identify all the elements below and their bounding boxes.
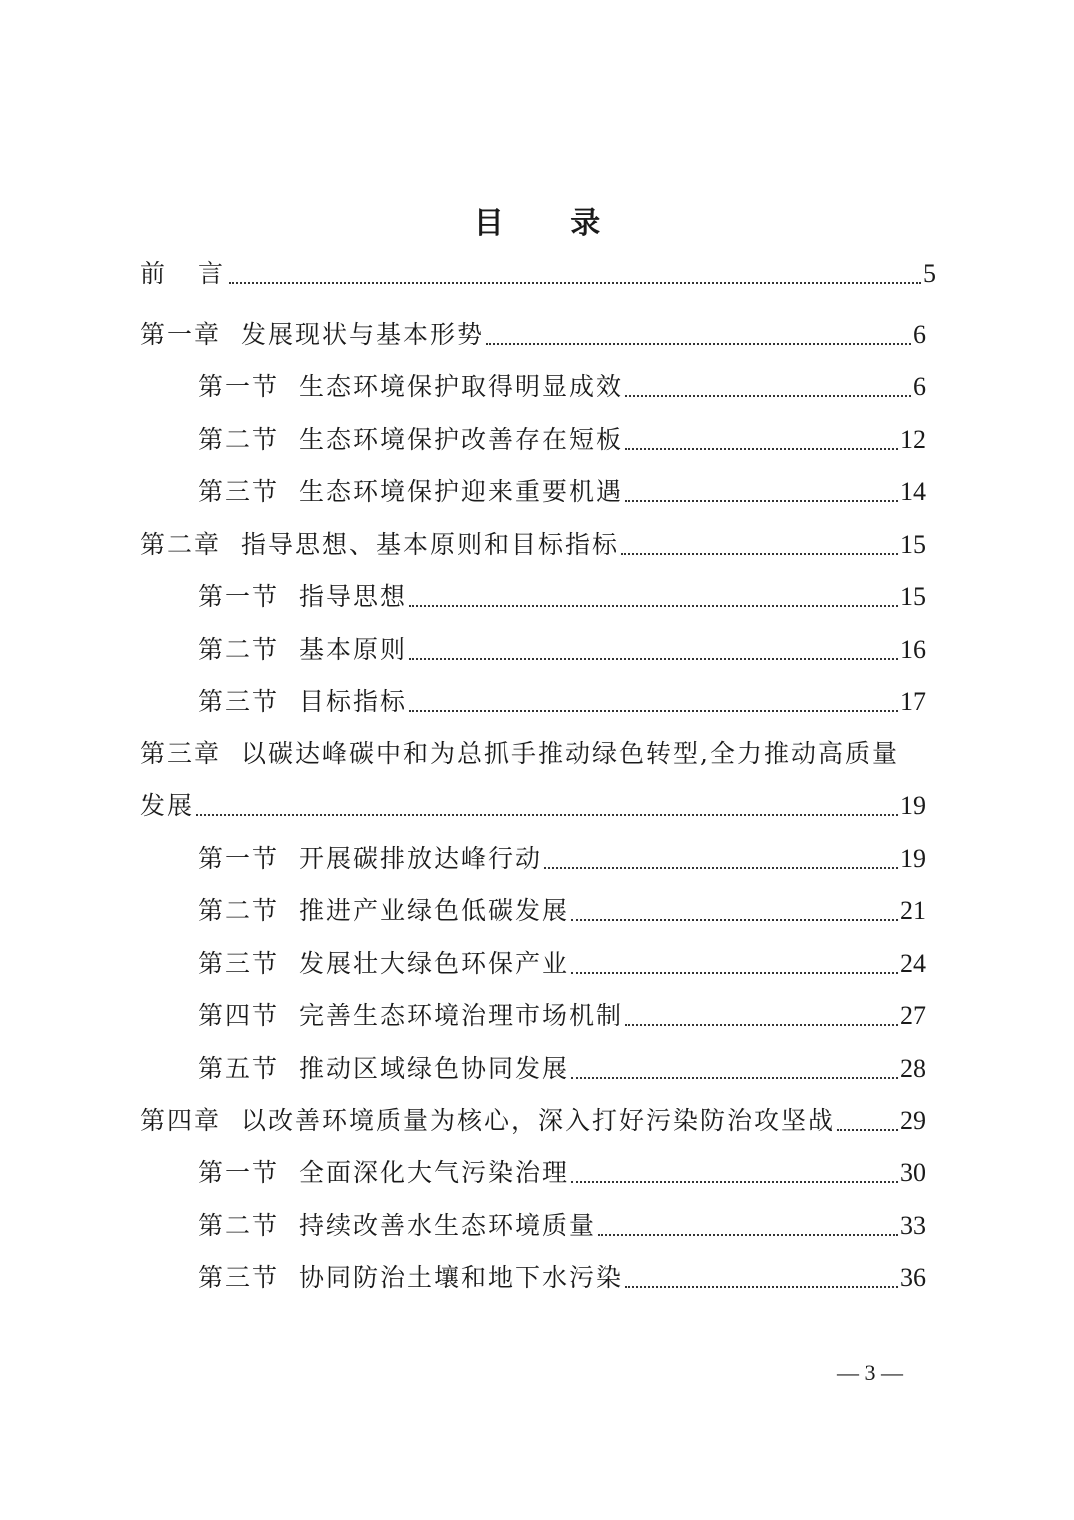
toc-section-number: 第一节 bbox=[198, 844, 280, 873]
toc-entry-chapter-2[interactable] bbox=[140, 525, 926, 565]
toc-page-number: 27 bbox=[900, 1001, 926, 1030]
toc-entry-chapter-1[interactable] bbox=[140, 315, 926, 355]
leader-dots bbox=[409, 577, 898, 617]
toc-section-number: 第二节 bbox=[198, 896, 280, 925]
toc-section-number: 第二节 bbox=[198, 635, 280, 664]
toc-entry-section[interactable] bbox=[198, 944, 926, 984]
leader-dots bbox=[625, 367, 911, 407]
leader-dots bbox=[229, 254, 921, 294]
toc-section-number: 第三节 bbox=[198, 477, 280, 506]
toc-entry-chapter-4[interactable] bbox=[140, 1101, 926, 1141]
leader-dots bbox=[598, 1206, 898, 1246]
toc-entry-section[interactable] bbox=[198, 839, 926, 879]
leader-dots bbox=[625, 1258, 898, 1298]
toc-label: 生态环境保护迎来重要机遇 bbox=[299, 477, 624, 506]
toc-section-number: 第一节 bbox=[198, 1158, 280, 1187]
toc-entry-section[interactable] bbox=[198, 1258, 926, 1298]
toc-label: 生态环境保护改善存在短板 bbox=[299, 425, 624, 454]
toc-entry-section[interactable] bbox=[198, 891, 926, 931]
toc-entry-section[interactable] bbox=[198, 1153, 926, 1193]
toc-page-number: 30 bbox=[900, 1158, 926, 1187]
toc-section-number: 第三节 bbox=[198, 949, 280, 978]
toc-label: 开展碳排放达峰行动 bbox=[299, 844, 543, 873]
toc-page-number: 19 bbox=[900, 791, 926, 820]
toc-chapter-number: 第三章 bbox=[140, 739, 222, 768]
toc-section-number: 第三节 bbox=[198, 1263, 280, 1292]
toc-page-number: 17 bbox=[900, 687, 926, 716]
toc-page-number: 28 bbox=[900, 1054, 926, 1083]
toc-label: 目标指标 bbox=[299, 687, 408, 716]
toc-entry-preface[interactable] bbox=[140, 254, 936, 294]
toc-label: 持续改善水生态环境质量 bbox=[299, 1211, 597, 1240]
toc-entry-chapter-3-line-2[interactable] bbox=[140, 786, 926, 826]
toc-section-number: 第二节 bbox=[198, 1211, 280, 1240]
toc-page-number: 33 bbox=[900, 1211, 926, 1240]
leader-dots bbox=[621, 525, 898, 565]
leader-dots bbox=[571, 891, 898, 931]
toc-entry-section[interactable] bbox=[198, 1206, 926, 1246]
leader-dots bbox=[837, 1101, 898, 1141]
toc-entry-section[interactable] bbox=[198, 577, 926, 617]
toc-label: 完善生态环境治理市场机制 bbox=[299, 1001, 624, 1030]
toc-label: 全面深化大气污染治理 bbox=[299, 1158, 570, 1187]
toc-section-number: 第三节 bbox=[198, 687, 280, 716]
toc-entry-section[interactable] bbox=[198, 630, 926, 670]
leader-dots bbox=[544, 839, 898, 879]
toc-page-number: 29 bbox=[900, 1106, 926, 1135]
leader-dots bbox=[571, 1153, 898, 1193]
leader-dots bbox=[486, 315, 911, 355]
toc-page-number: 12 bbox=[900, 425, 926, 454]
toc-section-number: 第四节 bbox=[198, 1001, 280, 1030]
toc-entry-chapter-3-line-1[interactable] bbox=[140, 734, 936, 774]
leader-dots bbox=[625, 996, 898, 1036]
leader-dots bbox=[571, 1049, 898, 1089]
toc-entry-section[interactable] bbox=[198, 996, 926, 1036]
toc-section-number: 第二节 bbox=[198, 425, 280, 454]
toc-page-number: 19 bbox=[900, 844, 926, 873]
toc-entry-section[interactable] bbox=[198, 1049, 926, 1089]
page-title: 目 录 bbox=[473, 206, 629, 241]
leader-dots bbox=[571, 944, 898, 984]
toc-entry-section[interactable] bbox=[198, 682, 926, 722]
toc-page-number: 36 bbox=[900, 1263, 926, 1292]
toc-label: 前 言 bbox=[140, 259, 228, 288]
leader-dots bbox=[409, 682, 898, 722]
toc-section-number: 第五节 bbox=[198, 1054, 280, 1083]
toc-label: 以改善环境质量为核心，深入打好污染防治攻坚战 bbox=[241, 1106, 836, 1135]
toc-label: 指导思想、基本原则和目标指标 bbox=[241, 530, 620, 559]
toc-section-number: 第一节 bbox=[198, 582, 280, 611]
toc-label: 发展 bbox=[140, 791, 195, 820]
leader-dots bbox=[409, 630, 898, 670]
leader-dots bbox=[625, 472, 898, 512]
toc-page-number: 14 bbox=[900, 477, 926, 506]
toc-label: 协同防治土壤和地下水污染 bbox=[299, 1263, 624, 1292]
toc-label: 以碳达峰碳中和为总抓手推动绿色转型,全力推动高质量 bbox=[241, 739, 899, 768]
toc-page-number: 21 bbox=[900, 896, 926, 925]
toc-label: 推进产业绿色低碳发展 bbox=[299, 896, 570, 925]
toc-chapter-number: 第一章 bbox=[140, 320, 222, 349]
toc-label: 基本原则 bbox=[299, 635, 408, 664]
toc-chapter-number: 第四章 bbox=[140, 1106, 222, 1135]
toc-label: 发展现状与基本形势 bbox=[241, 320, 485, 349]
toc-page-number: 6 bbox=[913, 372, 926, 401]
toc-page-number: 5 bbox=[923, 259, 936, 288]
toc-section-number: 第一节 bbox=[198, 372, 280, 401]
toc-label: 发展壮大绿色环保产业 bbox=[299, 949, 570, 978]
toc-label: 指导思想 bbox=[299, 582, 408, 611]
toc-entry-section[interactable] bbox=[198, 420, 926, 460]
toc-page-number: 15 bbox=[900, 582, 926, 611]
toc-chapter-number: 第二章 bbox=[140, 530, 222, 559]
toc-page-number: 16 bbox=[900, 635, 926, 664]
toc-page-number: 6 bbox=[913, 320, 926, 349]
toc-page-number: 15 bbox=[900, 530, 926, 559]
toc-label: 推动区域绿色协同发展 bbox=[299, 1054, 570, 1083]
page-footer-number: — 3 — bbox=[837, 1360, 903, 1385]
toc-entry-section[interactable] bbox=[198, 472, 926, 512]
toc-page-number: 24 bbox=[900, 949, 926, 978]
toc-label: 生态环境保护取得明显成效 bbox=[299, 372, 624, 401]
toc-entry-section[interactable] bbox=[198, 367, 926, 407]
leader-dots bbox=[196, 786, 898, 826]
leader-dots bbox=[625, 420, 898, 460]
